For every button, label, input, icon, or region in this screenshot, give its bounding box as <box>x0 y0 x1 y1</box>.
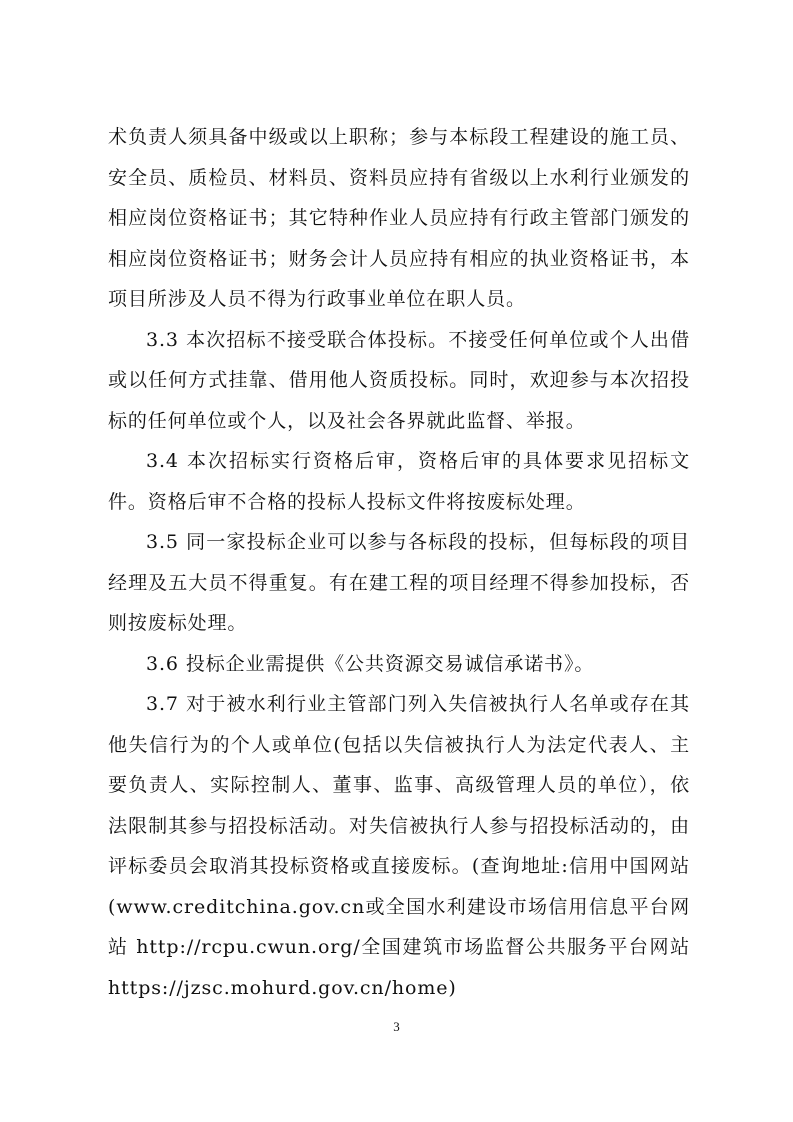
paragraph-3-3-joint-bidding: 3.3 本次招标不接受联合体投标。不接受任何单位或个人出借或以任何方式挂靠、借用他人资质投标。同时，欢迎参与本次招投标的任何单位或个人，以及社会各界就此监督、举报。 <box>108 328 690 432</box>
paragraph-qualification-continued: 术负责人须具备中级或以上职称；参与本标段工程建设的施工员、安全员、质检员、材料员、资料员应持有省级以上水利行业颁发的相应岗位资格证书；其它特种作业人员应持有行政主管部门颁发的相应岗位资格证书；财务会计人员应持有相应的执业资格证书，本项目所涉及人员不得为行政事业单位在职人员。 <box>108 126 690 310</box>
paragraph-3-6-integrity-pledge: 3.6 投标企业需提供《公共资源交易诚信承诺书》。 <box>146 652 595 675</box>
paragraph-3-4-post-qualification: 3.4 本次招标实行资格后审，资格后审的具体要求见招标文件。资格后审不合格的投标人投标文件将按废标处理。 <box>108 450 690 513</box>
paragraph-3-5-multiple-lots: 3.5 同一家投标企业可以参与各标段的投标，但每标段的项目经理及五大员不得重复。有在建工程的项目经理不得参加投标，否则按废标处理。 <box>108 531 690 634</box>
page-number: 3 <box>393 1019 400 1034</box>
document-body <box>108 117 690 1008</box>
paragraph-3-7-dishonest-parties: 3.7 对于被水利行业主管部门列入失信被执行人名单或存在其他失信行为的个人或单位(包括以失信被执行人为法定代表人、主要负责人、实际控制人、董事、监事、高级管理人员的单位），依法限制其参与招投标活动。对失信被执行人参与招投标活动的，由评标委员会取消其投标资格或直接废标。(查询地址:信用中国网站(www.creditchina.gov.cn或全国水利建设市场信用信息平台网站 http://rcpu.cwun.org/全国建筑市场监督公共服务平台网站 https://jzsc.mohurd.gov.cn/home) <box>108 693 690 999</box>
